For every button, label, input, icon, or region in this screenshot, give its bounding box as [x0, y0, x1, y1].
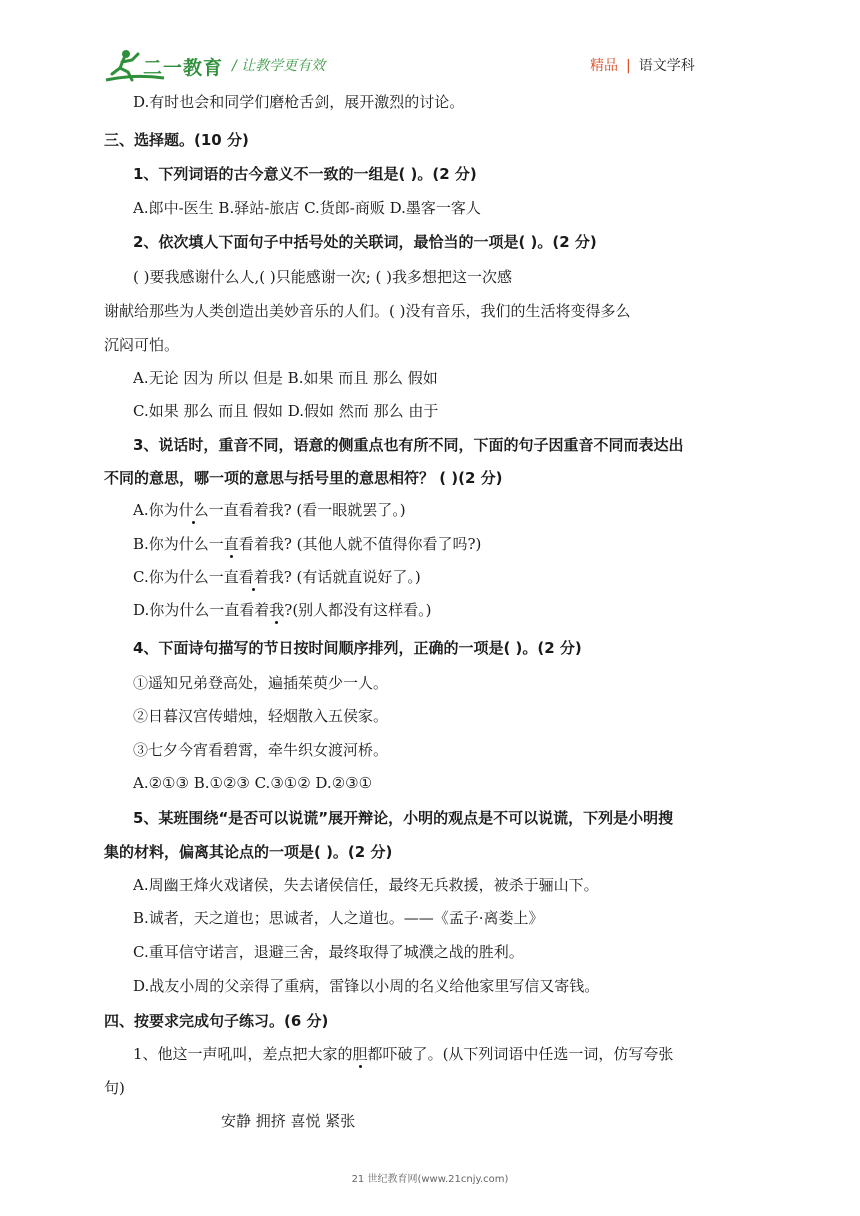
question-3-option-d	[133, 600, 432, 620]
option-text: 一直看着我? (看一眼就罢了。)	[208, 501, 406, 519]
question-2-text: 沉闷可怕。	[104, 336, 180, 354]
section-heading: 四、按要求完成句子练习。(6 分)	[104, 1012, 329, 1030]
header-separator: |	[626, 58, 631, 74]
poem-line: ③七夕今宵看碧霄，牵牛织女渡河桥。	[133, 741, 389, 759]
option-text: D.你为什么一直看着	[133, 601, 270, 619]
question-5-option-a: A.周幽王烽火戏诸侯，失去诸侯信任，最终无兵救援，被杀于骊山下。	[133, 876, 599, 894]
question-3-option-b	[133, 534, 481, 554]
subject-label: 语文学科	[638, 58, 695, 74]
page-footer: 21 世纪教育网(www.21cnjy.com)	[351, 1174, 509, 1185]
option-text: B.你为什么一	[133, 535, 224, 553]
question-4: 4、下面诗句描写的节日按时间顺序排列，正确的一项是( )。(2 分)	[133, 639, 582, 657]
question-3-option-a	[133, 500, 406, 520]
exercise-1: 句)	[104, 1079, 125, 1097]
question-3-option-c	[133, 567, 421, 587]
question-4-options: A.②①③ B.①②③ C.③①② D.②③①	[133, 774, 373, 792]
emphasized-text: 什么	[178, 501, 209, 519]
question-3: 不同的意思，哪一项的意思与括号里的意思相符？ ( )(2 分)	[104, 469, 503, 487]
exercise-text: 。(从下列词语中任选一词，仿写夸张	[427, 1045, 674, 1063]
question-2-text: ( )要我感谢什么人,( )只能感谢一次; ( )我多想把这一次感	[133, 268, 513, 286]
word-choices: 安静 拥挤 喜悦 紧张	[221, 1112, 356, 1130]
exercise-1	[133, 1044, 673, 1064]
exercise-text: 1、他这一声吼叫，差点	[133, 1045, 293, 1063]
option-text: ?(别人都没有这样看。)	[284, 601, 432, 619]
option-text: 我? (有话就直说好了。)	[268, 568, 421, 586]
poem-line: ②日暮汉宫传蜡烛，轻烟散入五侯家。	[133, 707, 389, 725]
option-text: C.你为什么一直	[133, 568, 239, 586]
header-slogan: / 让教学更有效	[232, 58, 326, 74]
emphasized-text: 看着	[238, 568, 269, 586]
option-text: 看着我? (其他人就不值得你看了吗?)	[238, 535, 482, 553]
emphasized-text: 把大家的胆都吓破了	[292, 1045, 428, 1063]
option-line: D.有时也会和同学们磨枪舌剑，展开激烈的讨论。	[133, 93, 465, 111]
option-text: A.你为	[133, 501, 179, 519]
question-3: 3、说话时，重音不同，语意的侧重点也有所不同，下面的句子因重音不同而表达出	[133, 436, 684, 454]
question-5: 集的材料，偏离其论点的一项是( )。(2 分)	[104, 843, 393, 861]
page-header	[0, 0, 860, 90]
logo-text: 二一教育	[143, 57, 224, 79]
question-2: 2、依次填人下面句子中括号处的关联词，最恰当的一项是( )。(2 分)	[133, 233, 597, 251]
question-2-text: 谢献给那些为人类创造出美妙音乐的人们。( )没有音乐，我们的生活将变得多么	[104, 302, 631, 320]
question-1-options: A.郎中-医生 B.驿站-旅店 C.货郎-商贩 D.墨客一客人	[133, 199, 481, 217]
emphasized-text: 我	[269, 601, 285, 619]
question-5: 5、某班围绕“是否可以说谎”展开辩论，小明的观点是不可以说谎，下列是小明搜	[133, 809, 674, 827]
quality-tag: 精品	[590, 58, 618, 74]
emphasized-text: 直	[223, 535, 239, 553]
question-1: 1、下列词语的古今意义不一致的一组是( )。(2 分)	[133, 165, 477, 183]
question-2-options: A.无论 因为 所以 但是 B.如果 而且 那么 假如	[133, 369, 438, 387]
poem-line: ①遥知兄弟登高处，遍插茱萸少一人。	[133, 674, 389, 692]
section-heading: 三、选择题。(10 分)	[104, 131, 249, 149]
question-2-options: C.如果 那么 而且 假如 D.假如 然而 那么 由于	[133, 402, 439, 420]
question-5-option-d: D.战友小周的父亲得了重病，雷锋以小周的名义给他家里写信又寄钱。	[133, 977, 600, 995]
question-5-option-c: C.重耳信守诺言，退避三舍，最终取得了城濮之战的胜利。	[133, 943, 524, 961]
header-right	[590, 55, 695, 75]
question-5-option-b: B.诚者，天之道也；思诚者，人之道也。——《孟子·离娄上》	[133, 909, 544, 927]
